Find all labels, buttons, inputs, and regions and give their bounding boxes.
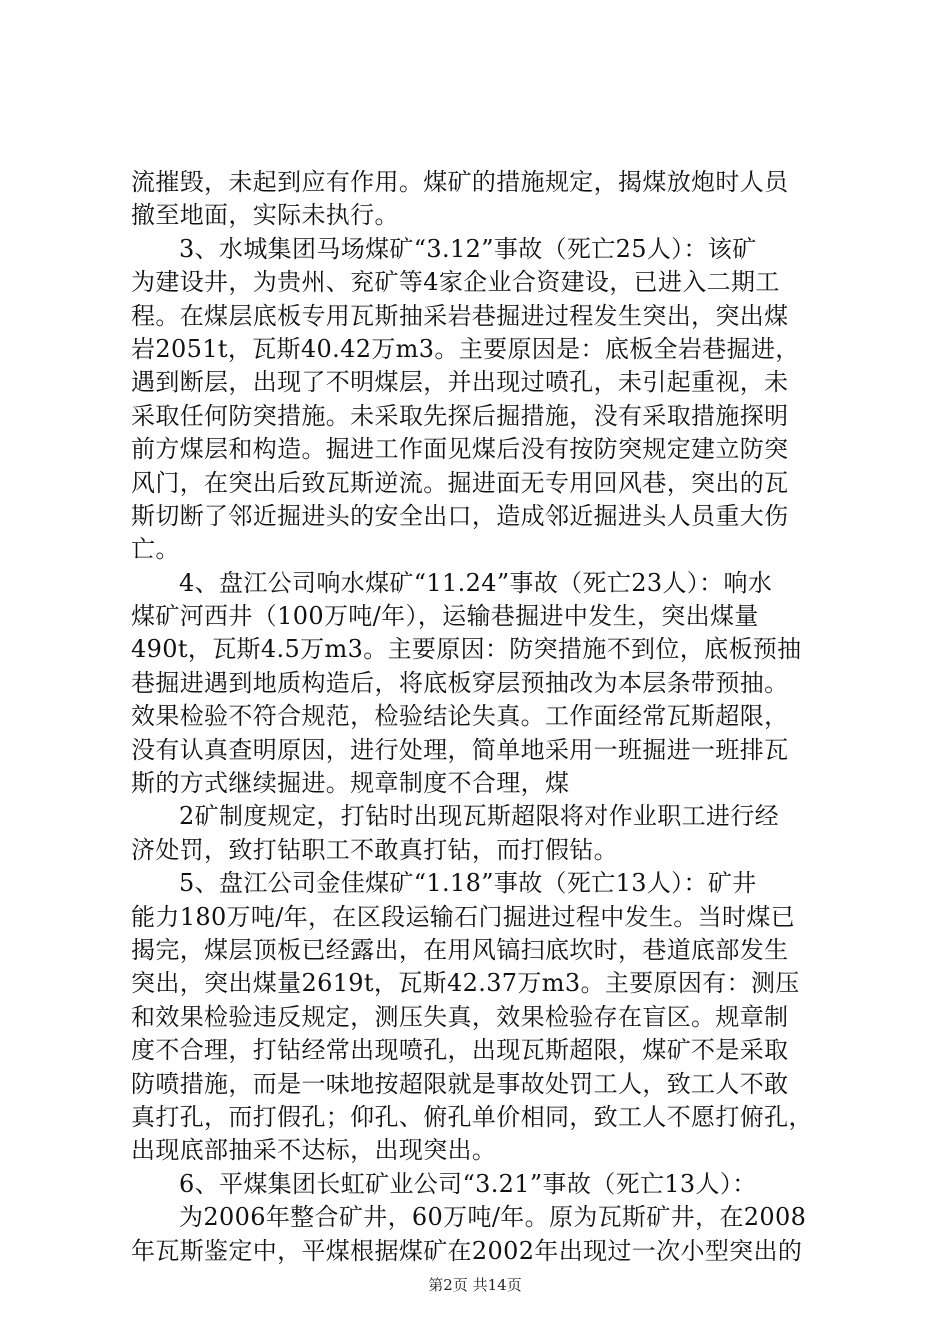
paragraph-start-line: 2矿制度规定，打钻时出现瓦斯超限将对作业职工进行经: [179, 802, 780, 831]
text-line: 亡。: [131, 535, 180, 564]
text-line: 程。在煤层底板专用瓦斯抽采岩巷掘进过程发生突出，突出煤: [131, 301, 789, 330]
text-line: 济处罚，致打钻职工不敢真打钻，而打假钻。: [131, 835, 618, 864]
text-line: 岩2051t，瓦斯40.42万m3。主要原因是：底板全岩巷掘进，: [131, 334, 800, 363]
text-line: 流摧毁，未起到应有作用。煤矿的措施规定，揭煤放炮时人员: [131, 168, 789, 196]
paragraph-start-line: 5、盘江公司金佳煤矿“1.18”事故（死亡13人）：矿井: [179, 869, 757, 898]
text-line: 遇到断层，出现了不明煤层，并出现过喷孔，未引起重视，未: [131, 368, 789, 397]
text-line: 年瓦斯鉴定中，平煤根据煤矿在2002年出现过一次小型突出的: [131, 1236, 803, 1265]
text-line: 真打孔，而打假孔；仰孔、俯孔单价相同，致工人不愿打俯孔，: [131, 1102, 813, 1131]
text-line: 防喷措施，而是一味地按超限就是事故处罚工人，致工人不敢: [131, 1069, 789, 1098]
text-line: 斯切断了邻近掘进头的安全出口，造成邻近掘进头人员重大伤: [131, 501, 789, 530]
text-line: 采取任何防突措施。未采取先探后掘措施，没有采取措施探明: [131, 401, 789, 430]
text-line: 巷掘进遇到地质构造后，将底板穿层预抽改为本层条带预抽。: [131, 668, 789, 697]
text-line: 效果检验不符合规范，检验结论失真。工作面经常瓦斯超限，: [131, 702, 789, 731]
text-line: 没有认真查明原因，进行处理，简单地采用一班掘进一班排瓦: [131, 735, 789, 764]
text-line: 出现底部抽采不达标，出现突出。: [131, 1136, 497, 1165]
text-line: 能力180万吨/年，在区段运输石门掘进过程中发生。当时煤已: [131, 902, 796, 931]
text-line: 前方煤层和构造。掘进工作面见煤后没有按防突规定建立防突: [131, 435, 789, 464]
text-line: 风门，在突出后致瓦斯逆流。掘进面无专用回风巷，突出的瓦: [131, 468, 789, 497]
body-text: [131, 166, 831, 1268]
text-line: 揭完，煤层顶板已经露出，在用风镐扫底坎时，巷道底部发生: [131, 935, 789, 964]
text-line: 撤至地面，实际未执行。: [131, 201, 399, 230]
text-line: 和效果检验违反规定，测压失真，效果检验存在盲区。规章制: [131, 1002, 789, 1031]
text-line: 为建设井，为贵州、兖矿等4家企业合资建设，已进入二期工: [131, 268, 780, 297]
text-line: 煤矿河西井（100万吨/年），运输巷掘进中发生，突出煤量: [131, 602, 759, 631]
text-line: 490t，瓦斯4.5万m3。主要原因：防突措施不到位，底板预抽: [131, 635, 802, 664]
paragraph-start-line: 4、盘江公司响水煤矿“11.24”事故（死亡23人）：响水: [179, 568, 773, 597]
paragraph-start-line: 为2006年整合矿井，60万吨/年。原为瓦斯矿井，在2008: [179, 1203, 807, 1232]
page-number-footer: 第2页 共14页: [428, 1276, 522, 1294]
paragraph-start-line: 3、水城集团马场煤矿“3.12”事故（死亡25人）：该矿: [179, 234, 757, 263]
text-line: 突出，突出煤量2619t，瓦斯42.37万m3。主要原因有：测压: [131, 969, 800, 998]
text-line: 度不合理，打钻经常出现喷孔，出现瓦斯超限，煤矿不是采取: [131, 1036, 789, 1065]
text-line: 斯的方式继续掘进。规章制度不合理，煤: [131, 769, 570, 798]
paragraph-start-line: 6、平煤集团长虹矿业公司“3.21”事故（死亡13人）：: [179, 1169, 757, 1198]
